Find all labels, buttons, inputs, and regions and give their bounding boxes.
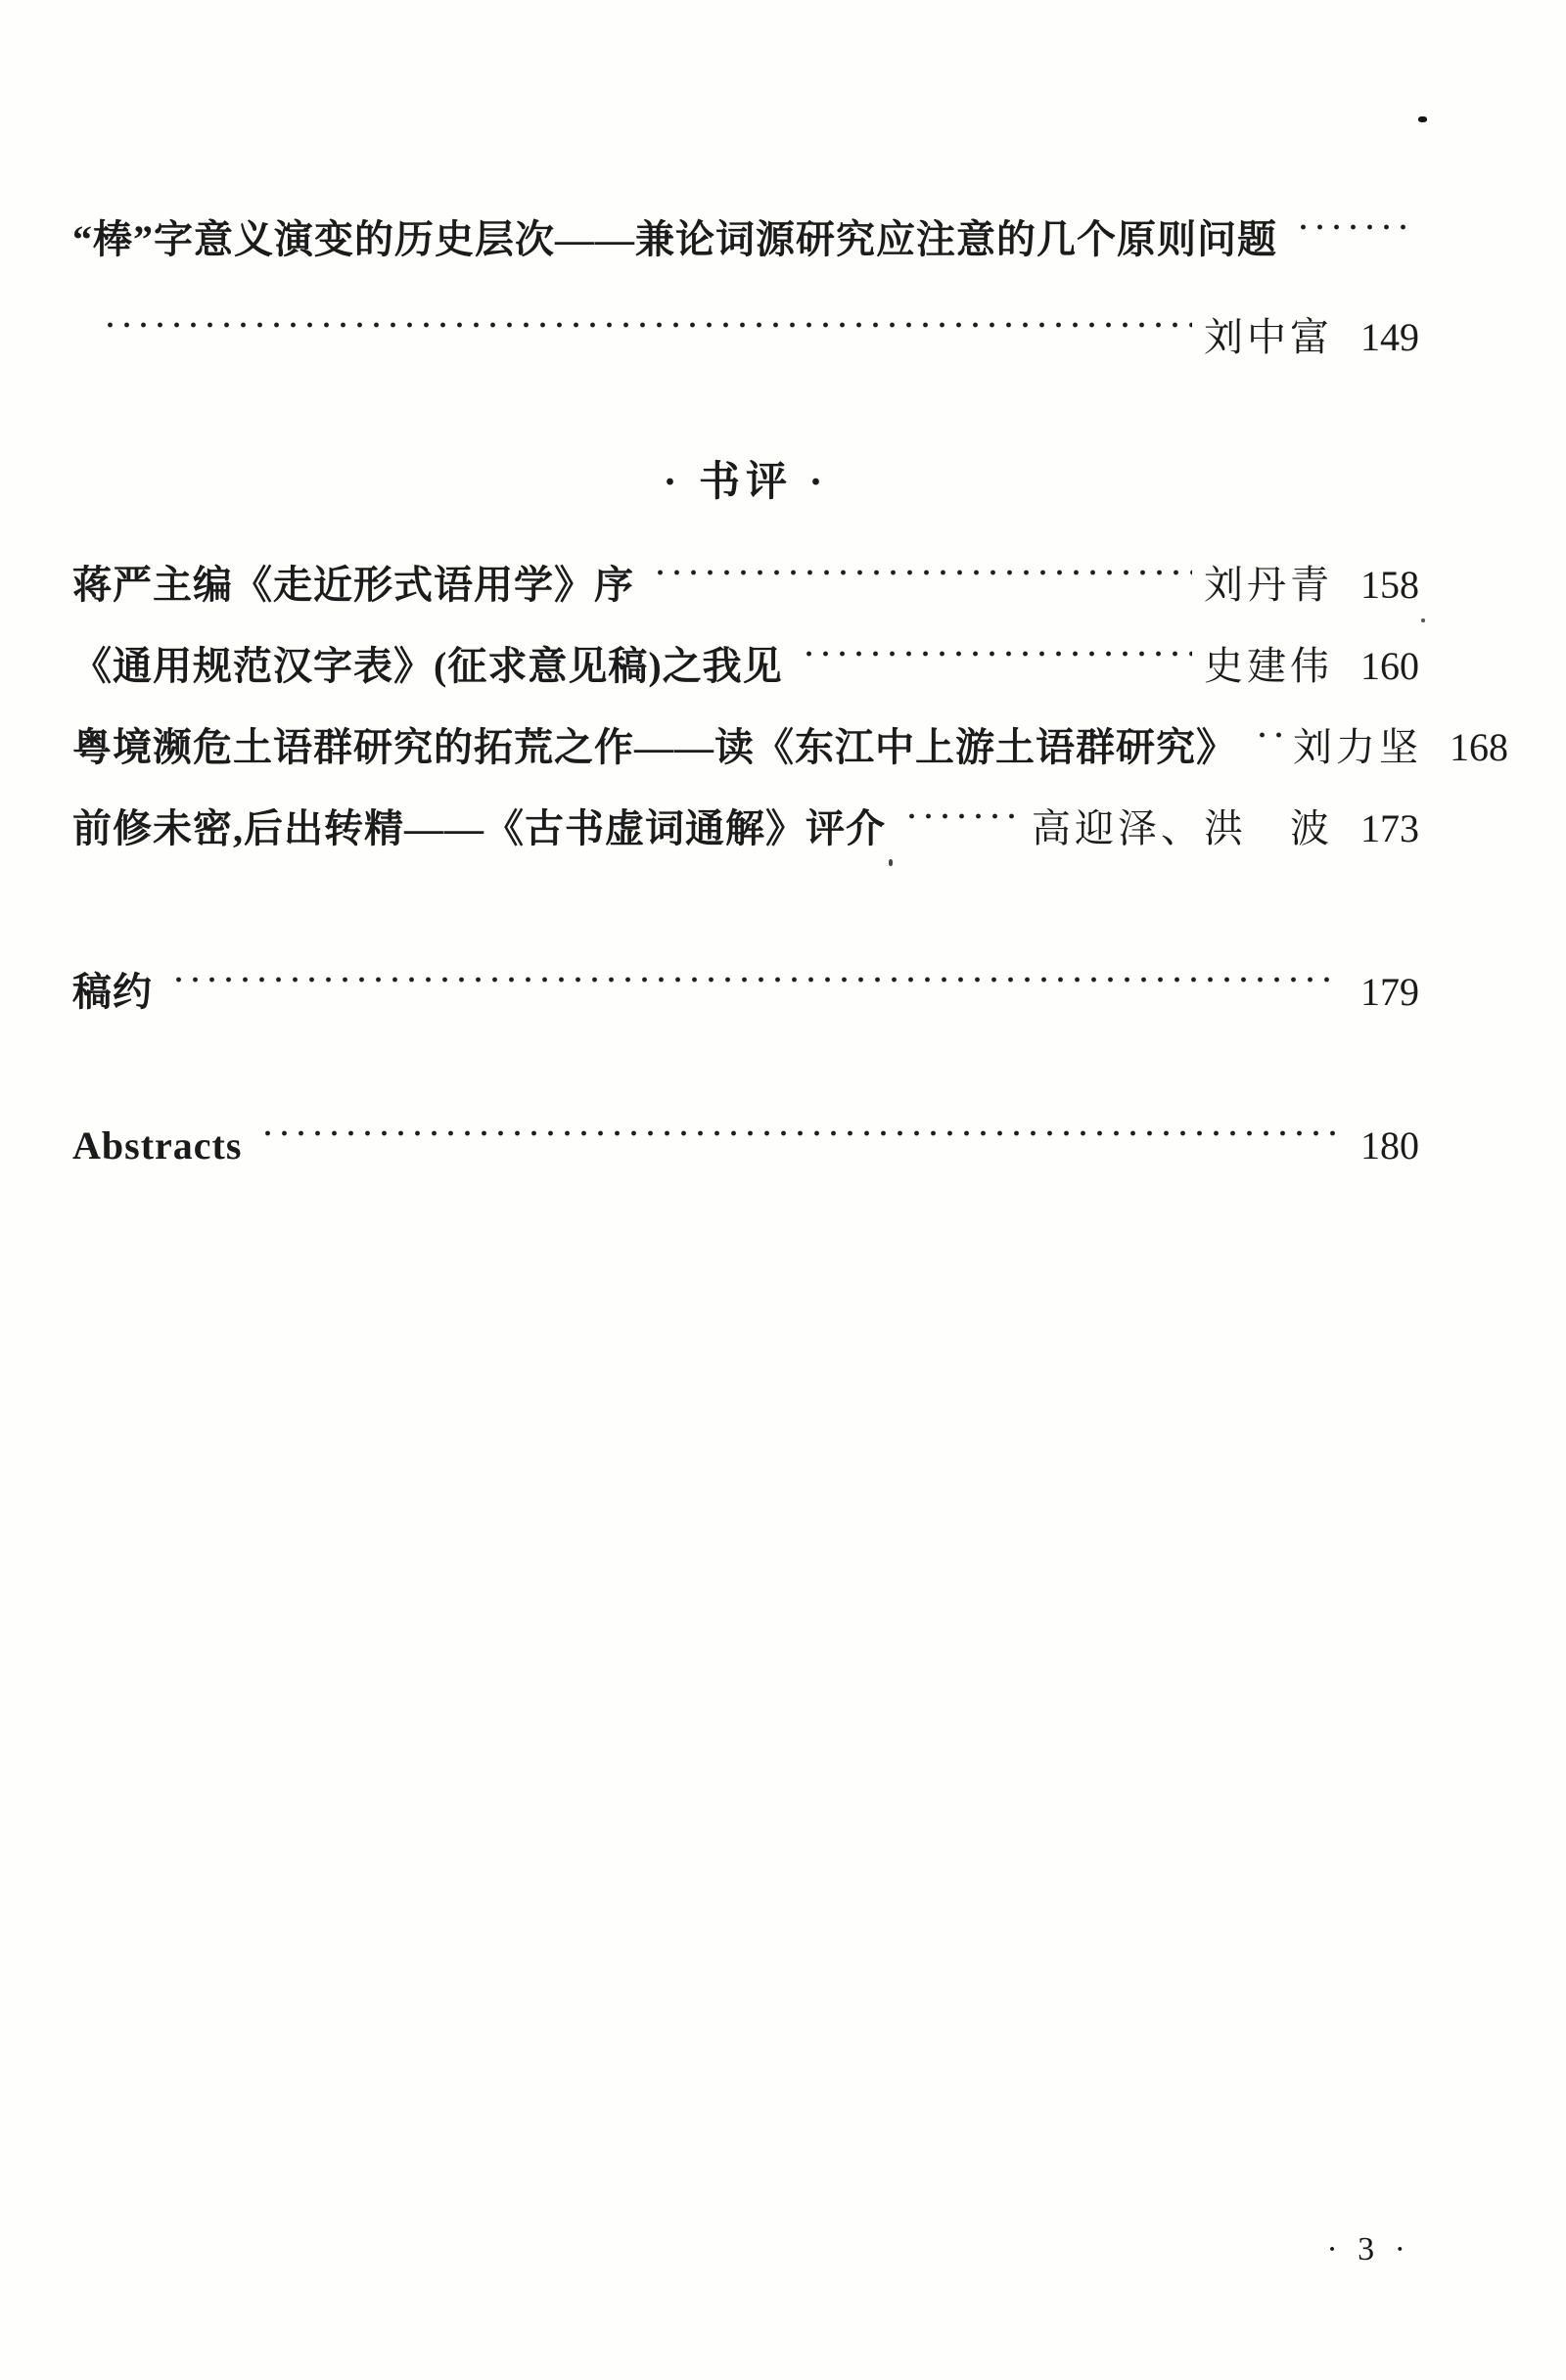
section-header-book-reviews: · 书评 · [663,460,829,505]
toc-entry [72,791,1419,854]
article-title: “棒”字意义演变的历史层次——兼论词源研究应注意的几个原则问题 [72,217,1277,261]
entry-title: 粤境濒危土语群研究的拓荒之作——读《东江中上游土语群研究》 [72,725,1236,769]
author-name: 刘丹青 [1204,563,1333,607]
dot-leader [257,1108,1335,1159]
toc-entry-article [72,202,1419,265]
entry-title: Abstracts [72,1123,243,1167]
toc-entry [72,709,1508,773]
scan-speck [1418,116,1427,122]
author-name: 高迎泽、洪 波 [1032,806,1333,850]
page-ref: 149 [1360,315,1419,359]
review-entries [72,547,1508,854]
dot-leader [650,547,1192,598]
dot-leader [1252,709,1281,760]
scan-speck [889,859,893,866]
entry-title: 《通用规范汉字表》(征求意见稿)之我见 [72,644,783,688]
dot-leader [100,299,1192,350]
scan-speck [1421,618,1425,622]
toc-entry-article-continuation [72,299,1419,363]
folio-page-number: · 3 · [1326,2231,1411,2267]
page-ref: 160 [1360,644,1419,688]
author-name: 刘力坚 [1293,725,1422,769]
entry-title: 蒋严主编《走近形式语用学》序 [72,563,634,607]
dot-leader [1293,202,1407,252]
dot-leader [901,791,1020,842]
dot-leader [799,628,1192,679]
page-ref: 168 [1450,725,1508,769]
page-ref: 173 [1360,806,1419,850]
page-ref: 180 [1360,1123,1419,1167]
page-ref: 158 [1360,563,1419,607]
toc-entry [72,547,1419,611]
page-ref: 179 [1360,970,1419,1014]
toc-entry-notice [72,954,1419,1018]
toc-entry-abstracts [72,1108,1419,1171]
toc-content [72,0,1508,1171]
author-name: 史建伟 [1204,644,1333,688]
toc-entry [72,628,1419,692]
entry-title: 前修未密,后出转精——《古书虚词通解》评介 [72,806,886,850]
author-name: 刘中富 [1204,315,1333,359]
dot-leader [168,954,1335,1005]
entry-title: 稿约 [72,970,153,1014]
